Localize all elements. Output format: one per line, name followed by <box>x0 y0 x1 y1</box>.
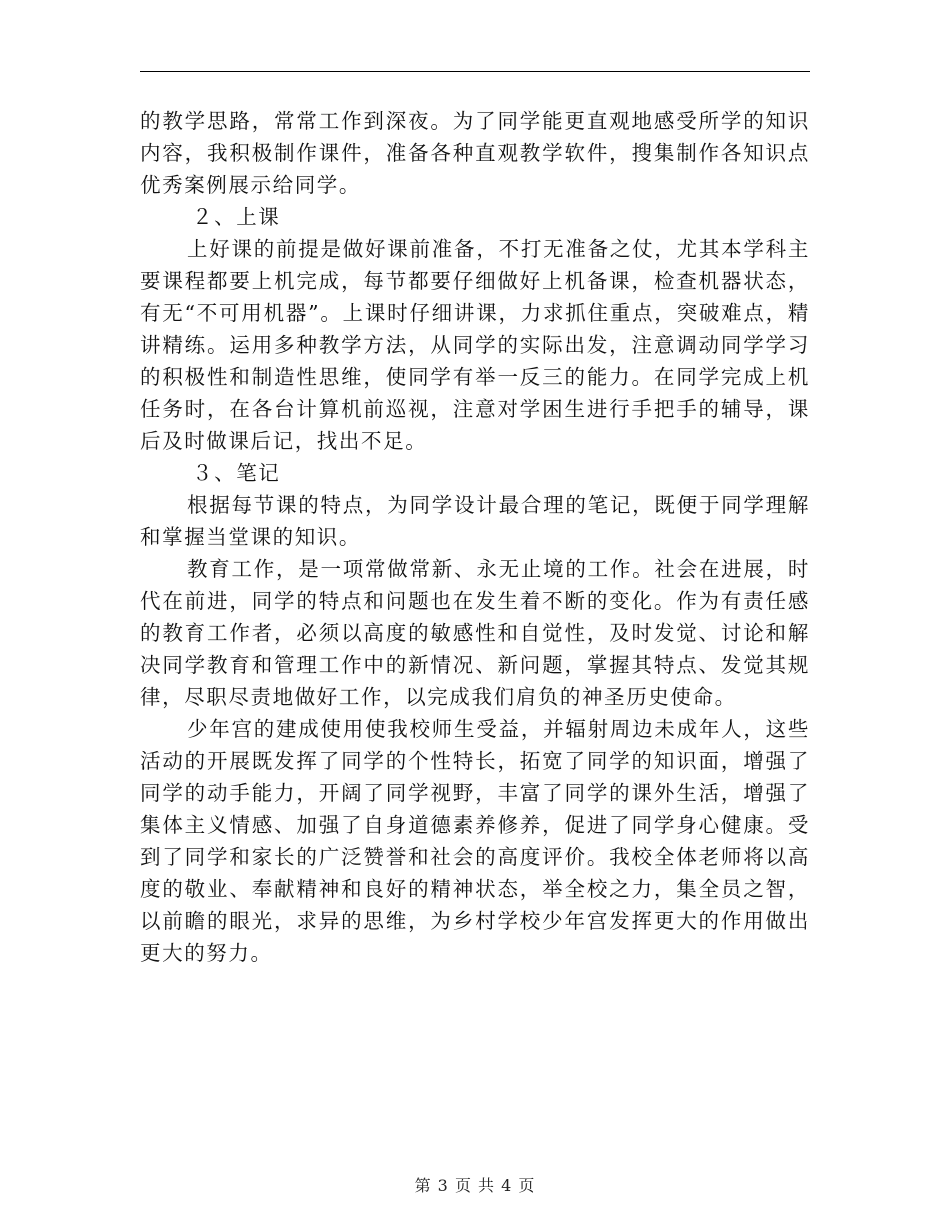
page-number: 第 3 页 共 4 页 <box>414 1176 536 1195</box>
section-heading-notes: ３、笔记 <box>192 461 281 485</box>
paragraph-lecture: 上好课的前提是做好课前准备，不打无准备之仗，尤其本学科主要课程都要上机完成，每节都要仔细做好上机备课，检查机器状态，有无“不可用机器”。上课时仔细讲课，力求抓住重点，突破难点，精讲精练。运用多种教学方法，从同学的实际出发，注意调动同学学习的积极性和制造性思维，使同学有举一反三的能力。在同学完成上机任务时，在各台计算机前巡视，注意对学困生进行手把手的辅导，课后及时做课后记，找出不足。 <box>140 237 810 453</box>
header-rule <box>140 71 810 72</box>
paragraph-continuation: 的教学思路，常常工作到深夜。为了同学能更直观地感受所学的知识内容，我积极制作课件，准备各种直观教学软件，搜集制作各知识点优秀案例展示给同学。 <box>140 109 810 197</box>
document-body <box>140 105 810 969</box>
paragraph-education-work: 教育工作，是一项常做常新、永无止境的工作。社会在进展，时代在前进，同学的特点和问题也在发生着不断的变化。作为有责任感的教育工作者，必须以高度的敏感性和自觉性，及时发觉、讨论和解决同学教育和管理工作中的新情况、新问题，掌握其特点、发觉其规律，尽职尽责地做好工作，以完成我们肩负的神圣历史使命。 <box>140 557 810 709</box>
section-heading-lecture: ２、上课 <box>192 205 281 229</box>
paragraph-youth-palace: 少年宫的建成使用使我校师生受益，并辐射周边未成年人，这些活动的开展既发挥了同学的个性特长，拓宽了同学的知识面，增强了同学的动手能力，开阔了同学视野，丰富了同学的课外生活，增强了集体主义情感、加强了自身道德素养修养，促进了同学身心健康。受到了同学和家长的广泛赞誉和社会的高度评价。我校全体老师将以高度的敬业、奉献精神和良好的精神状态，举全校之力，集全员之智，以前瞻的眼光，求异的思维，为乡村学校少年宫发挥更大的作用做出更大的努力。 <box>140 717 810 965</box>
paragraph-notes: 根据每节课的特点，为同学设计最合理的笔记，既便于同学理解和掌握当堂课的知识。 <box>140 493 810 549</box>
